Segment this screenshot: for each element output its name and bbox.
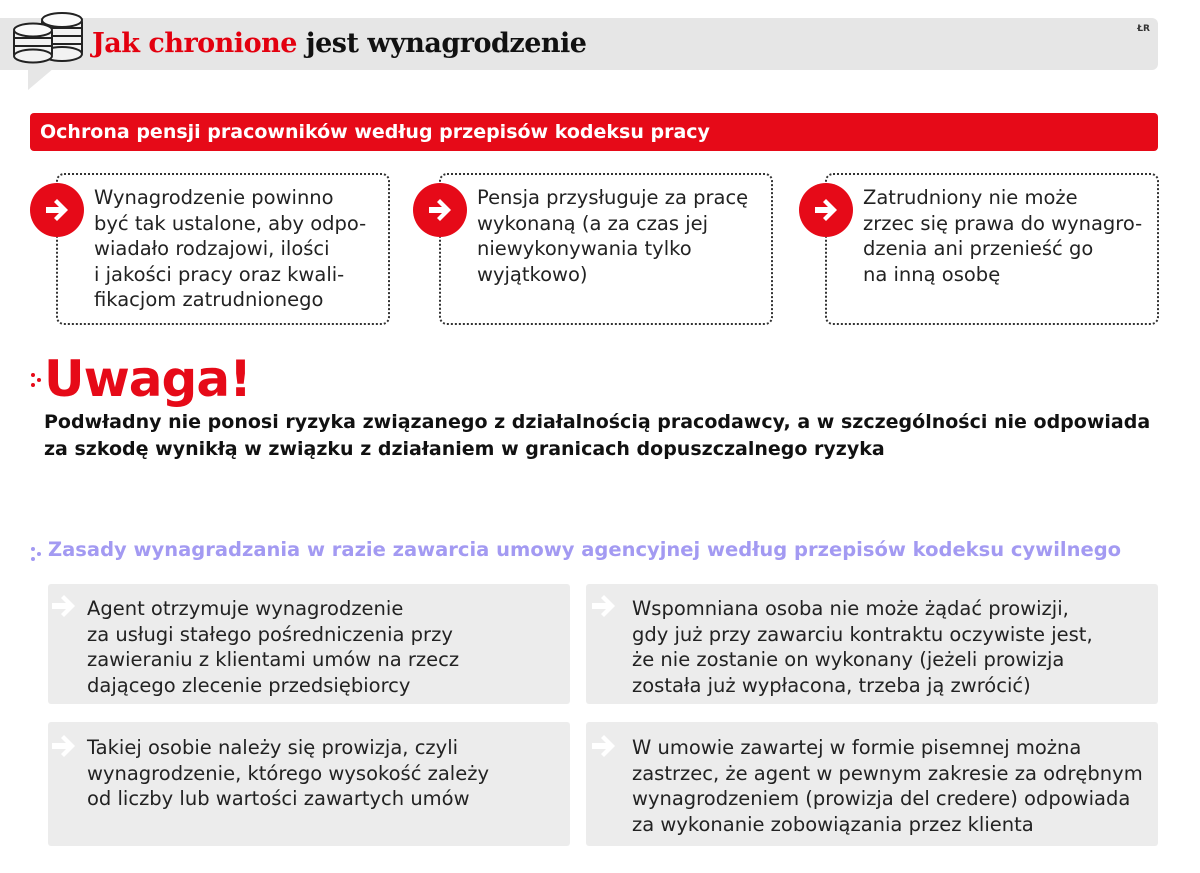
labor-code-text-1	[94, 185, 366, 313]
title-highlight: Jak chronione	[92, 28, 297, 59]
warning-line: Podwładny nie ponosi ryzyka związanego z działalnością pracodawcy, a w szczególności nie odpowiada	[44, 411, 1151, 433]
text-line: zrzec się prawa do wynagro-	[863, 211, 1143, 235]
author-credit: ŁR	[1137, 24, 1150, 34]
arrow-right-icon	[413, 183, 467, 237]
text-line: Wspomniana osoba nie może żądać prowizji,	[632, 597, 1069, 620]
text-line: zawieraniu z klientami umów na rzecz	[87, 648, 460, 671]
header-speech-tail	[28, 68, 54, 90]
arrow-right-icon	[799, 183, 853, 237]
arrow-right-icon	[590, 735, 618, 757]
text-line: i jakości pracy oraz kwali-	[94, 262, 345, 286]
text-line: niewykonywania tylko	[477, 237, 692, 260]
text-line: fikacjom zatrudnionego	[94, 288, 324, 311]
text-line: Pensja przysługuje za pracę	[477, 186, 749, 209]
text-line: wynagrodzenie, którego wysokość zależy	[87, 761, 489, 785]
labor-code-text-3	[863, 185, 1142, 287]
warning-text	[44, 409, 1164, 463]
civil-code-text-4	[632, 735, 1143, 837]
text-line: wiadało rodzajowi, ilości	[94, 237, 330, 260]
text-line: od liczby lub wartości zawartych umów	[87, 787, 470, 810]
labor-code-banner: Ochrona pensji pracowników według przepisów kodeksu pracy	[30, 113, 1158, 151]
text-line: dzenia ani przenieść go	[863, 237, 1094, 260]
dots-bullet-icon	[30, 546, 42, 562]
warning-heading: Uwaga!	[44, 350, 251, 408]
text-line: za usługi stałego pośredniczenia przy	[87, 622, 453, 646]
text-line: że nie zostanie on wykonany (jeżeli prowizja	[632, 648, 1065, 671]
text-line: być tak ustalone, aby odpo-	[94, 211, 367, 235]
text-line: Agent otrzymuje wynagrodzenie	[87, 597, 404, 620]
arrow-right-icon	[50, 735, 78, 757]
text-line: zastrzec, że agent w pewnym zakresie za odrębnym	[632, 761, 1143, 785]
text-line: wynagrodzeniem (prowizja del credere) odpowiada	[632, 787, 1131, 810]
arrow-right-icon	[50, 595, 78, 617]
civil-code-text-2	[632, 596, 1093, 698]
arrow-right-icon	[30, 183, 84, 237]
civil-code-heading: Zasady wynagradzania w razie zawarcia umowy agencyjnej według przepisów kodeksu cywilnego	[48, 538, 1122, 561]
text-line: Wynagrodzenie powinno	[94, 186, 334, 209]
labor-code-text-2	[477, 185, 748, 287]
text-line: wyjątkowo)	[477, 262, 588, 286]
title-rest: jest wynagrodzenie	[305, 28, 587, 59]
text-line: gdy już przy zawarciu kontraktu oczywiste jest,	[632, 622, 1093, 646]
text-line: Takiej osobie należy się prowizja, czyli	[87, 736, 459, 759]
warning-line: za szkodę wynikłą w związku z działaniem w granicach dopuszczalnego ryzyka	[44, 438, 885, 460]
text-line: Zatrudniony nie może	[863, 186, 1078, 209]
text-line: za wykonanie zobowiązania przez klienta	[632, 812, 1034, 836]
coins-icon	[8, 6, 88, 66]
dots-bullet-icon	[30, 372, 42, 388]
arrow-right-icon	[590, 595, 618, 617]
text-line: wykonaną (a za czas jej	[477, 211, 709, 235]
civil-code-text-3	[87, 735, 489, 812]
text-line: na inną osobę	[863, 262, 1001, 286]
text-line: dającego zlecenie przedsiębiorcy	[87, 673, 411, 697]
text-line: W umowie zawartej w formie pisemnej można	[632, 736, 1082, 759]
text-line: została już wypłacona, trzeba ją zwrócić)	[632, 673, 1031, 697]
page-title	[92, 28, 586, 59]
civil-code-text-1	[87, 596, 459, 698]
